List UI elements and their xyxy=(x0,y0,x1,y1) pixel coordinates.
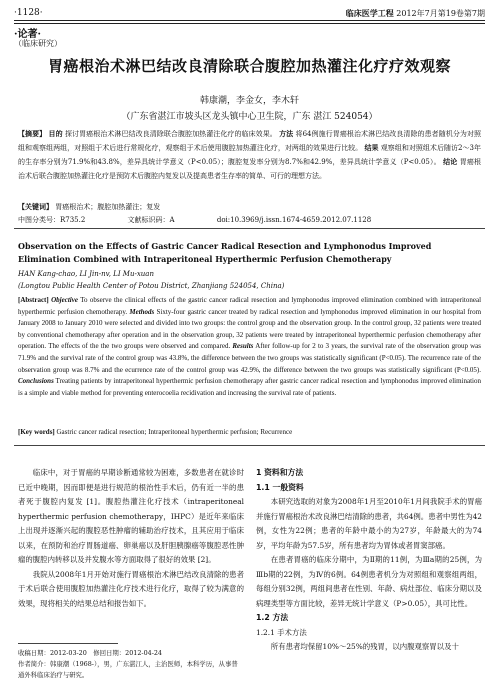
methods-label: 方法 xyxy=(279,129,294,138)
en-results-label: Results xyxy=(232,342,254,351)
section-rule xyxy=(14,228,485,229)
body-paragraph: 所有患者均保留10%～25%的残胃，以内腹观察胃以及十 xyxy=(270,642,459,651)
subsection-heading: 1.1 一般资料 xyxy=(256,482,304,492)
keywords-label: 【关键词】 xyxy=(18,202,53,211)
authors: 韩康潮，李金女，李木轩 xyxy=(199,96,299,106)
classification xyxy=(18,215,411,225)
body-paragraph: 临床中，对于胃癌的早期诊断通常较为困难，多数患者在就诊时已近中晚期，因而即便是进行规范的根治性手术后，仍有近一半的患者死于腹腔内复发 [1]。腹腔热灌注化疗技术（intraperitoneal hyperthermic perfusion chemotherapy，IHPC）是近年来临床上出现并逐渐兴起的腹腔恶性肿瘤的辅助治疗技术，且其应用于临床以来，在预防和治疗胃肠道癌、卵巢癌以及肝胆胰腺癌等腹腔恶性肿瘤的腹腔内转移以及并发腹水等方面取得了很好的效果 [2]。 xyxy=(18,468,244,564)
en-objective-label: Objective xyxy=(51,296,78,304)
clc-number: 中图分类号：R735.2 xyxy=(18,216,86,224)
results-label: 结果 xyxy=(364,143,379,153)
keywords-text: 胃癌根治术；腹腔加热灌注；复发 xyxy=(55,203,161,211)
body-paragraph: 我院从2008年1月开始对施行胃癌根治术淋巴结改良清除的患者于术后联合使用腹腔加热灌注化疗技术进行化疗，取得了较为满意的效果，现将相关的结果总结和报告如下。 xyxy=(18,569,244,608)
objective-text: 探讨胃癌根治术淋巴结改良清除联合腹腔加热灌注化疗的临床效果。 xyxy=(64,130,277,138)
english-abstract xyxy=(18,295,481,399)
english-authors: HAN Kang-chao, LI Jin-nv, LI Mu-xuan xyxy=(18,270,154,278)
column-label: ·论著· xyxy=(14,29,41,40)
results-text: 观察组和对照组术后随访2～3年的生存率分别为71.9%和43.8%，差异具统计学意义（P<0.05）；腹腔复发率分别为8.7%和42.9%，差异具统计学意义（P<0.05）。 xyxy=(18,144,481,167)
keywords-zh xyxy=(18,202,481,212)
doc-code: 文献标识码：A xyxy=(127,216,175,224)
journal-name: 临床医学工程 xyxy=(345,8,394,18)
paper-title: 胃癌根治术淋巴结改良清除联合腹腔加热灌注化疗疗效观察 xyxy=(47,57,451,75)
body-paragraph: 在患者胃癌的临床分期中，为Ⅱ期的11例，为Ⅲa期的25例，为Ⅲb期的22例，为Ⅳ的6例。64例患者机分为对照组和观察组两组，每组分别32例，两组间患者在性别、年龄、病灶部位、临床分期以及病理类型等方面比较，差异无统计学意义（P>0.05），具可比性。 xyxy=(256,555,482,608)
header-rule xyxy=(14,20,485,21)
en-keywords-label: [Key words] xyxy=(18,428,55,436)
abstract-zh xyxy=(18,127,481,183)
body-right-column xyxy=(256,466,482,655)
english-keywords xyxy=(18,428,481,436)
en-results: After follow-up for 2 to 3 years, the survival rate of the observation group was 71.9% and the survival rate of the control group was 43.8%, the difference between the two groups was statistically significant (P<0.05). The recurrence rate of the observation group was 8.7% and the ecurrence rate of the control group was 42.9%, the difference between the two groups was statistically significant (P<0.05). xyxy=(18,342,482,374)
methods-text: 将64例施行胃癌根治术淋巴结改良清除的患者随机分为对照组和观察组两组，对照组于术后进行常规化疗，观察组于术后使用腹腔加热灌注化疗，对两组的效果进行比较。 xyxy=(18,130,481,153)
footnote xyxy=(18,648,244,681)
page-number: ·1128· xyxy=(14,8,43,18)
conclusion-text: 胃癌根治术后联合腹腔加热灌注化疗是预防术后腹腔内复发以及提高患者生存率的简单、可行的理想方法。 xyxy=(18,158,482,180)
received-date: 收稿日期：2012-03-20 修回日期：2012-04-24 xyxy=(18,649,162,657)
abstract-label: 【摘要】 xyxy=(18,129,47,138)
conclusion-label: 结论 xyxy=(443,157,458,167)
objective-label: 目的 xyxy=(48,129,63,138)
header-rule-2 xyxy=(14,23,485,24)
en-conclusions-label: Conclusions xyxy=(18,377,54,386)
author-bio: 作者简介：韩康潮（1968-），男，广东湛江人，主治医师，本科学历，从事普通外科临床治疗与研究。 xyxy=(18,660,238,679)
english-title: Observation on the Effects of Gastric Cancer Radical Resection and Lymphonodus Improved Elimination Combined with Intraperitoneal Hyperthermic Perfusion Chemotherapy xyxy=(18,241,432,264)
journal-issue: 2012年7月第19卷第7期 xyxy=(396,9,485,18)
doi: doi:10.3969/j.issn.1674-4659.2012.07.1128 xyxy=(216,216,372,224)
subsection-heading: 1.2 方法 xyxy=(256,613,289,622)
en-methods-label: Methods xyxy=(129,307,155,316)
body-left-column xyxy=(18,466,244,611)
subsubsection-heading: 1.2.1 手术方法 xyxy=(256,627,307,637)
english-affiliation: (Longtou Public Health Center of Potou District, Zhanjiang 524054, China) xyxy=(18,282,285,290)
footnote-rule xyxy=(18,643,118,644)
en-conclusions: Treating patients by intraperitoneal hyperthermic perfusion chemotherapy after gastric cancer radical resection and lymphonodus improved elimination is a simple and viable method for preventing enterocoelia recidivation and increasing the survival rate of patients. xyxy=(18,377,482,397)
en-methods: Sixty-four gastric cancer treated by radical resection and lymphonodus improved elimination in our hospital from January 2008 to January 2010 were selected and divided into two groups: the control group and the observation group. In the control group, 32 patients were treated by conventional chemotherapy after operation and in the observation group, 32 patients were treated by intraperitoneal hyperthermic perfusion chemotherapy after operation. The effects of the the two groups were observed and compared. xyxy=(18,307,482,351)
affiliation: （广东省湛江市坡头区龙头镇中心卫生院，广东 湛江 524054） xyxy=(121,112,378,122)
body-paragraph: 本研究选取的对象为2008年1月至2010年1月间我院手术的胃癌并施行胃癌根治术改良淋巴结清除的患者，共64例。患者中男性为42例，女性为22例；患者的年龄中最小的为27岁，年龄最大的为74岁，平均年龄为57.5岁，所有患者均为胃体或者胃窦部癌。 xyxy=(256,497,482,550)
en-keywords-text: Gastric cancer radical resection; Intraperitoneal hyperthermic perfusion; Recurrence xyxy=(56,428,293,436)
subcolumn-label: （临床研究） xyxy=(14,39,62,48)
en-objective: To observe the clinical effects of the gastric cancer radical resection and lymphonodus improved elimination combined with intraperitoneal hyperthermic perfusion chemotherapy. xyxy=(18,296,482,316)
en-abstract-label: [Abstract] xyxy=(18,296,49,304)
body-rule xyxy=(14,445,485,446)
section-heading: 1 资料和方法 xyxy=(256,468,304,477)
running-header xyxy=(346,8,485,19)
